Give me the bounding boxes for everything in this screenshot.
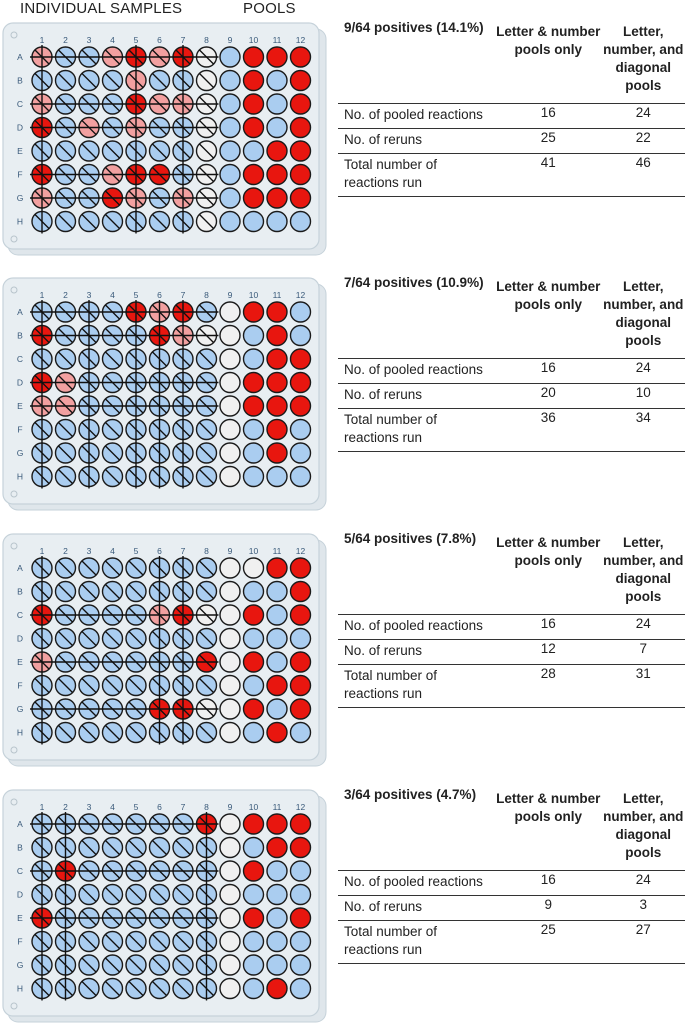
well <box>267 629 287 649</box>
well <box>291 302 311 322</box>
row-label: B <box>17 75 23 86</box>
row-label: E <box>17 913 23 923</box>
well <box>220 605 240 625</box>
column-label: 10 <box>248 35 259 45</box>
well <box>220 141 240 161</box>
results-table <box>338 272 685 452</box>
row-label: D <box>16 122 24 133</box>
well <box>244 71 264 91</box>
well <box>267 47 287 67</box>
column-label: 12 <box>295 802 306 812</box>
well <box>291 558 311 578</box>
pooled-diag-value: 24 <box>602 359 685 384</box>
row-label: H <box>16 216 24 227</box>
well <box>291 349 311 369</box>
well <box>244 467 264 487</box>
well <box>267 71 287 91</box>
well <box>244 443 264 463</box>
row-label-total: Total number of reactions run <box>338 409 495 452</box>
well <box>244 141 264 161</box>
reruns-letter-value: 12 <box>495 640 602 665</box>
col-header-diag: Letter, number, and diagonal pools <box>603 24 684 93</box>
well <box>291 373 311 393</box>
row-label: F <box>17 680 23 691</box>
well <box>291 838 311 858</box>
column-label: 3 <box>86 290 92 300</box>
column-label: 8 <box>204 290 209 300</box>
reruns-diag-value: 7 <box>602 640 685 665</box>
well <box>244 838 264 858</box>
well <box>244 932 264 952</box>
col-header-diag: Letter, number, and diagonal pools <box>603 279 684 348</box>
column-label: 5 <box>133 290 139 300</box>
panel-4 <box>0 784 685 1034</box>
row-label: F <box>17 424 23 435</box>
pooled-letter-value: 16 <box>495 104 602 129</box>
well <box>267 652 287 672</box>
row-label: E <box>17 657 23 667</box>
panel-2 <box>0 272 685 522</box>
well <box>267 349 287 369</box>
pooled-letter-value: 16 <box>495 359 602 384</box>
well <box>220 118 240 138</box>
pools-header: POOLS <box>243 0 296 17</box>
well <box>244 558 264 578</box>
well <box>220 373 240 393</box>
row-label: D <box>16 377 24 388</box>
column-label: 7 <box>180 802 186 812</box>
pooled-diag-value: 24 <box>602 615 685 640</box>
well <box>267 94 287 114</box>
column-label: 11 <box>272 290 282 300</box>
row-label-reruns: No. of reruns <box>338 896 495 921</box>
well <box>220 443 240 463</box>
column-label: 10 <box>248 290 259 300</box>
well <box>267 118 287 138</box>
well <box>291 443 311 463</box>
reruns-diag-value: 22 <box>602 129 685 154</box>
well <box>291 420 311 440</box>
column-label: 7 <box>180 35 186 45</box>
row-label: H <box>16 983 24 994</box>
reruns-diag-value: 10 <box>602 384 685 409</box>
row-label: C <box>16 866 24 876</box>
column-label: 4 <box>110 35 115 45</box>
row-label: A <box>17 563 23 573</box>
column-label: 3 <box>86 802 92 812</box>
column-label: 9 <box>227 35 233 45</box>
well <box>291 723 311 743</box>
well <box>220 629 240 649</box>
well <box>291 699 311 719</box>
well <box>291 118 311 138</box>
well <box>244 814 264 834</box>
well <box>267 373 287 393</box>
column-label: 5 <box>133 35 139 45</box>
well <box>220 814 240 834</box>
well <box>291 979 311 999</box>
pooled-diag-value: 24 <box>602 104 685 129</box>
results-table <box>338 528 685 708</box>
column-label: 10 <box>248 802 259 812</box>
well <box>291 955 311 975</box>
well <box>244 605 264 625</box>
pooled-diag-value: 24 <box>602 871 685 896</box>
column-label: 6 <box>157 290 162 300</box>
column-label: 5 <box>133 802 139 812</box>
column-label: 9 <box>227 290 233 300</box>
row-label-pooled: No. of pooled reactions <box>338 615 495 640</box>
well-plate-diagram <box>0 528 330 768</box>
well <box>220 932 240 952</box>
row-label-reruns: No. of reruns <box>338 384 495 409</box>
total-letter-value: 41 <box>495 154 602 197</box>
col-header-letter: Letter & number pools only <box>496 535 601 568</box>
well <box>267 908 287 928</box>
well <box>244 955 264 975</box>
column-label: 1 <box>39 546 45 556</box>
well <box>220 94 240 114</box>
well <box>291 212 311 232</box>
well <box>244 188 264 208</box>
total-diag-value: 34 <box>602 409 685 452</box>
well <box>244 699 264 719</box>
col-header-letter: Letter & number pools only <box>496 791 601 824</box>
well <box>220 652 240 672</box>
column-label: 11 <box>272 802 282 812</box>
well <box>220 71 240 91</box>
well <box>267 396 287 416</box>
well <box>244 349 264 369</box>
well <box>291 396 311 416</box>
column-label: 8 <box>204 546 209 556</box>
row-label-reruns: No. of reruns <box>338 640 495 665</box>
col-header-diag: Letter, number, and diagonal pools <box>603 791 684 860</box>
row-label: D <box>16 633 24 644</box>
row-label: B <box>17 586 23 597</box>
well <box>291 188 311 208</box>
column-label: 11 <box>272 546 282 556</box>
well <box>244 582 264 602</box>
well <box>244 652 264 672</box>
well <box>267 932 287 952</box>
well <box>291 676 311 696</box>
row-label: A <box>17 52 23 62</box>
col-header-diag: Letter, number, and diagonal pools <box>603 535 684 604</box>
column-label: 4 <box>110 290 115 300</box>
well <box>291 47 311 67</box>
well <box>291 141 311 161</box>
column-label: 1 <box>39 35 45 45</box>
well <box>267 814 287 834</box>
well <box>267 861 287 881</box>
panel-1 <box>0 17 685 267</box>
well <box>291 932 311 952</box>
row-label: E <box>17 146 23 156</box>
column-label: 2 <box>63 802 68 812</box>
row-label: H <box>16 727 24 738</box>
well <box>267 979 287 999</box>
pooled-letter-value: 16 <box>495 871 602 896</box>
row-label: G <box>16 448 24 458</box>
total-letter-value: 25 <box>495 921 602 964</box>
well <box>244 629 264 649</box>
well <box>291 94 311 114</box>
well <box>267 605 287 625</box>
well <box>220 676 240 696</box>
well <box>267 326 287 346</box>
panel-title: 9/64 positives (14.1%) <box>344 20 484 35</box>
column-label: 12 <box>295 290 306 300</box>
well <box>244 326 264 346</box>
well <box>267 723 287 743</box>
column-label: 9 <box>227 802 233 812</box>
row-label: C <box>16 99 24 109</box>
row-label-total: Total number of reactions run <box>338 154 495 197</box>
total-diag-value: 27 <box>602 921 685 964</box>
well <box>244 979 264 999</box>
column-label: 2 <box>63 35 68 45</box>
well <box>291 467 311 487</box>
column-label: 7 <box>180 290 186 300</box>
well <box>291 165 311 185</box>
row-label-total: Total number of reactions run <box>338 921 495 964</box>
well-plate-diagram <box>0 784 330 1024</box>
column-label: 9 <box>227 546 233 556</box>
well <box>244 118 264 138</box>
row-label: F <box>17 169 23 180</box>
well <box>267 885 287 905</box>
well <box>220 979 240 999</box>
well <box>244 212 264 232</box>
column-label: 3 <box>86 546 92 556</box>
well <box>267 955 287 975</box>
column-label: 4 <box>110 802 115 812</box>
well <box>244 373 264 393</box>
well <box>244 420 264 440</box>
row-label: A <box>17 819 23 829</box>
row-label: C <box>16 354 24 364</box>
well <box>267 676 287 696</box>
well <box>267 838 287 858</box>
column-label: 7 <box>180 546 186 556</box>
well <box>244 723 264 743</box>
column-label: 6 <box>157 802 162 812</box>
reruns-diag-value: 3 <box>602 896 685 921</box>
well <box>244 861 264 881</box>
row-label-pooled: No. of pooled reactions <box>338 104 495 129</box>
well <box>244 676 264 696</box>
well <box>220 467 240 487</box>
col-header-letter: Letter & number pools only <box>496 279 601 312</box>
well <box>291 861 311 881</box>
well <box>291 629 311 649</box>
panel-title: 7/64 positives (10.9%) <box>344 275 484 290</box>
well <box>267 467 287 487</box>
well-plate-diagram <box>0 17 330 257</box>
well <box>220 558 240 578</box>
well <box>267 302 287 322</box>
well <box>220 212 240 232</box>
well <box>220 165 240 185</box>
row-label: A <box>17 307 23 317</box>
well <box>267 141 287 161</box>
row-label: B <box>17 842 23 853</box>
well <box>220 396 240 416</box>
column-label: 12 <box>295 546 306 556</box>
well <box>267 212 287 232</box>
row-label: E <box>17 401 23 411</box>
results-table <box>338 17 685 197</box>
well <box>267 443 287 463</box>
column-label: 6 <box>157 546 162 556</box>
column-label: 2 <box>63 290 68 300</box>
well <box>291 605 311 625</box>
well <box>291 814 311 834</box>
column-label: 8 <box>204 802 209 812</box>
column-label: 1 <box>39 290 45 300</box>
well <box>220 349 240 369</box>
total-letter-value: 28 <box>495 665 602 708</box>
reruns-letter-value: 25 <box>495 129 602 154</box>
column-label: 1 <box>39 802 45 812</box>
well <box>244 94 264 114</box>
row-label: C <box>16 610 24 620</box>
col-header-letter: Letter & number pools only <box>496 24 601 57</box>
column-label: 5 <box>133 546 139 556</box>
well <box>267 582 287 602</box>
well <box>244 396 264 416</box>
well <box>244 165 264 185</box>
column-label: 8 <box>204 35 209 45</box>
row-label-total: Total number of reactions run <box>338 665 495 708</box>
pooled-letter-value: 16 <box>495 615 602 640</box>
well <box>291 582 311 602</box>
well <box>220 908 240 928</box>
well <box>267 420 287 440</box>
well <box>291 652 311 672</box>
panel-3 <box>0 528 685 778</box>
column-label: 10 <box>248 546 259 556</box>
well <box>291 326 311 346</box>
well <box>220 955 240 975</box>
well <box>220 302 240 322</box>
total-diag-value: 31 <box>602 665 685 708</box>
well <box>220 582 240 602</box>
well <box>267 188 287 208</box>
total-diag-value: 46 <box>602 154 685 197</box>
row-label-pooled: No. of pooled reactions <box>338 871 495 896</box>
row-label: G <box>16 960 24 970</box>
reruns-letter-value: 9 <box>495 896 602 921</box>
row-label: D <box>16 889 24 900</box>
well <box>244 302 264 322</box>
well <box>291 885 311 905</box>
well <box>220 838 240 858</box>
reruns-letter-value: 20 <box>495 384 602 409</box>
well <box>244 47 264 67</box>
panel-title: 3/64 positives (4.7%) <box>344 787 477 802</box>
well <box>220 420 240 440</box>
row-label-pooled: No. of pooled reactions <box>338 359 495 384</box>
column-label: 11 <box>272 35 282 45</box>
well <box>220 885 240 905</box>
well <box>220 861 240 881</box>
well <box>291 908 311 928</box>
column-label: 12 <box>295 35 306 45</box>
row-label: B <box>17 330 23 341</box>
column-label: 6 <box>157 35 162 45</box>
row-label-reruns: No. of reruns <box>338 129 495 154</box>
column-label: 3 <box>86 35 92 45</box>
well <box>244 885 264 905</box>
well <box>267 699 287 719</box>
row-label: F <box>17 936 23 947</box>
well <box>291 71 311 91</box>
row-label: H <box>16 471 24 482</box>
panel-title: 5/64 positives (7.8%) <box>344 531 477 546</box>
column-label: 4 <box>110 546 115 556</box>
well <box>220 723 240 743</box>
well <box>220 47 240 67</box>
well <box>267 165 287 185</box>
column-label: 2 <box>63 546 68 556</box>
well <box>244 908 264 928</box>
well <box>220 326 240 346</box>
well <box>267 558 287 578</box>
row-label: G <box>16 193 24 203</box>
results-table <box>338 784 685 964</box>
total-letter-value: 36 <box>495 409 602 452</box>
row-label: G <box>16 704 24 714</box>
well <box>220 188 240 208</box>
individual-samples-header: INDIVIDUAL SAMPLES <box>20 0 183 17</box>
well <box>220 699 240 719</box>
well-plate-diagram <box>0 272 330 512</box>
